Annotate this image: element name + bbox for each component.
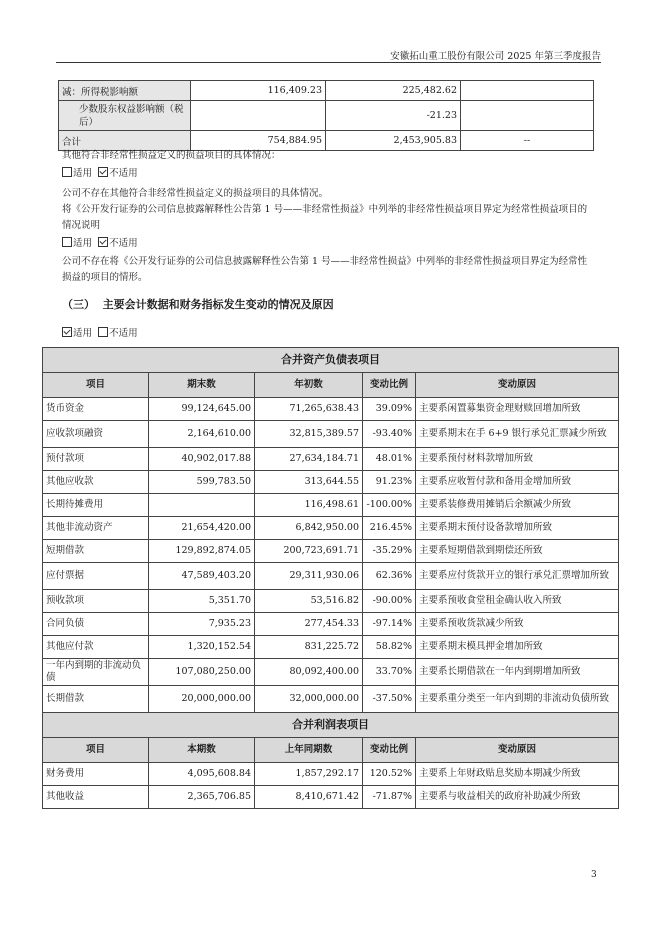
end-value-cell: 5,351.70 <box>149 590 255 613</box>
balance-banner: 合并资产负债表项目 <box>43 348 619 373</box>
begin-value-cell: 200,723,691.71 <box>255 540 363 563</box>
reason-cell: 主要系重分类至一年内到期的非流动负债所致 <box>416 686 619 713</box>
checkbox-icon <box>62 167 72 177</box>
cell-value: 225,482.62 <box>326 81 461 101</box>
end-value-cell: 107,080,250.00 <box>149 659 255 686</box>
row-label: 合计 <box>59 131 191 151</box>
item-cell: 财务费用 <box>43 763 149 786</box>
ratio-cell: -100.00% <box>363 494 416 517</box>
end-value-cell: 2,164,610.00 <box>149 421 255 448</box>
applicability-check <box>62 166 592 182</box>
ratio-cell: 58.82% <box>363 636 416 659</box>
reason-cell: 主要系预收食堂租金确认收入所致 <box>416 590 619 613</box>
option-label: 适用 <box>73 238 93 249</box>
item-cell: 其他应收款 <box>43 471 149 494</box>
paragraph: 其他符合非经常性损益定义的损益项目的具体情况： <box>62 150 281 161</box>
option-label: 不适用 <box>109 238 138 249</box>
option-label: 不适用 <box>109 168 138 179</box>
reason-cell: 主要系应付货款开立的银行承兑汇票增加所致 <box>416 563 619 590</box>
item-cell: 一年内到期的非流动负债 <box>43 659 149 686</box>
end-value-cell: 20,000,000.00 <box>149 686 255 713</box>
begin-value-cell: 32,000,000.00 <box>255 686 363 713</box>
table-row <box>43 590 619 613</box>
end-value-cell: 1,320,152.54 <box>149 636 255 659</box>
ratio-cell: -97.14% <box>363 613 416 636</box>
page-number: 3 <box>591 870 597 880</box>
cell-value <box>461 101 594 131</box>
end-value-cell: 7,935.23 <box>149 613 255 636</box>
ratio-cell: -93.40% <box>363 421 416 448</box>
ratio-cell: 39.09% <box>363 398 416 421</box>
table-row <box>43 563 619 590</box>
begin-value-cell: 29,311,930.06 <box>255 563 363 590</box>
ratio-cell: 62.36% <box>363 563 416 590</box>
table-row <box>43 540 619 563</box>
income-header-row <box>43 738 619 763</box>
item-cell: 应付票据 <box>43 563 149 590</box>
table-row <box>43 686 619 713</box>
end-value-cell: 40,902,017.88 <box>149 448 255 471</box>
row-label: 减：所得税影响额 <box>59 81 191 101</box>
begin-value-cell: 27,634,184.71 <box>255 448 363 471</box>
begin-value-cell: 277,454.33 <box>255 613 363 636</box>
reason-cell: 主要系与收益相关的政府补助减少所致 <box>416 786 619 809</box>
end-value-cell: 47,589,403.20 <box>149 563 255 590</box>
table-row <box>43 786 619 809</box>
reason-cell: 主要系应收暂付款和备用金增加所致 <box>416 471 619 494</box>
item-cell: 货币资金 <box>43 398 149 421</box>
end-value-cell: 99,124,645.00 <box>149 398 255 421</box>
current-value-cell: 4,095,608.84 <box>149 763 255 786</box>
applicability-check <box>62 236 592 252</box>
item-cell: 其他非流动资产 <box>43 517 149 540</box>
applicability-check <box>62 326 592 342</box>
begin-value-cell: 53,516.82 <box>255 590 363 613</box>
reason-cell: 主要系预收货款减少所致 <box>416 613 619 636</box>
section-number: （三） <box>62 298 95 311</box>
non-recurring-table <box>58 80 594 151</box>
column-header: 变动原因 <box>416 738 619 763</box>
column-header: 变动比例 <box>363 738 416 763</box>
begin-value-cell: 32,815,389.57 <box>255 421 363 448</box>
reason-cell: 主要系上年财政贴息奖励本期减少所致 <box>416 763 619 786</box>
balance-banner-row <box>43 348 619 373</box>
paragraph: 公司不存在其他符合非经常性损益定义的损益项目的具体情况。 <box>62 188 329 199</box>
reason-cell: 主要系期末在手 6+9 银行承兑汇票减少所致 <box>416 421 619 448</box>
cell-value <box>191 101 326 131</box>
ratio-cell: 91.23% <box>363 471 416 494</box>
cell-value <box>461 81 594 101</box>
column-header: 项目 <box>43 738 149 763</box>
ratio-cell: 216.45% <box>363 517 416 540</box>
ratio-cell: 48.01% <box>363 448 416 471</box>
item-cell: 其他应付款 <box>43 636 149 659</box>
reason-cell: 主要系闲置募集资金理财赎回增加所致 <box>416 398 619 421</box>
row-label: 少数股东权益影响额（税后） <box>59 101 191 131</box>
table-row <box>59 101 594 131</box>
cell-value: 2,453,905.83 <box>326 131 461 151</box>
table-row <box>43 421 619 448</box>
table-row <box>43 659 619 686</box>
column-header: 本期数 <box>149 738 255 763</box>
changes-table <box>42 347 619 809</box>
item-cell: 其他收益 <box>43 786 149 809</box>
header-divider <box>56 62 601 63</box>
begin-value-cell: 831,225.72 <box>255 636 363 659</box>
end-value-cell: 129,892,874.05 <box>149 540 255 563</box>
section-heading: 主要会计数据和财务指标发生变动的情况及原因 <box>102 298 334 311</box>
current-value-cell: 2,365,706.85 <box>149 786 255 809</box>
checkbox-checked-icon <box>98 167 108 177</box>
income-banner-row <box>43 713 619 738</box>
table-row <box>43 448 619 471</box>
item-cell: 应收款项融资 <box>43 421 149 448</box>
paragraph: 公司不存在将《公开发行证券的公司信息披露解释性公告第 1 号——非经常性损益》中列举的非经常性损益项目界定为经常性损益的项目的情形。 <box>62 256 588 283</box>
prior-value-cell: 1,857,292.17 <box>255 763 363 786</box>
checkbox-checked-icon <box>62 327 72 337</box>
begin-value-cell: 71,265,638.43 <box>255 398 363 421</box>
balance-header-row <box>43 373 619 398</box>
ratio-cell: -71.87% <box>363 786 416 809</box>
column-header: 上年同期数 <box>255 738 363 763</box>
table-row <box>43 517 619 540</box>
item-cell: 预付款项 <box>43 448 149 471</box>
option-label: 不适用 <box>109 328 138 339</box>
table-row <box>43 636 619 659</box>
cell-value: -21.23 <box>326 101 461 131</box>
cell-value: -- <box>461 131 594 151</box>
item-cell: 长期借款 <box>43 686 149 713</box>
end-value-cell: 599,783.50 <box>149 471 255 494</box>
table-row <box>43 763 619 786</box>
reason-cell: 主要系期末模具押金增加所致 <box>416 636 619 659</box>
checkbox-icon <box>98 327 108 337</box>
paragraph: 将《公开发行证券的公司信息披露解释性公告第 1 号——非经常性损益》中列举的非经常性损益项目界定为经常性损益项目的情况说明 <box>62 204 588 231</box>
cell-value: 116,409.23 <box>191 81 326 101</box>
option-label: 适用 <box>73 328 93 339</box>
reason-cell: 主要系短期借款到期偿还所致 <box>416 540 619 563</box>
ratio-cell: -90.00% <box>363 590 416 613</box>
column-header: 期末数 <box>149 373 255 398</box>
column-header: 年初数 <box>255 373 363 398</box>
ratio-cell: -37.50% <box>363 686 416 713</box>
ratio-cell: 120.52% <box>363 763 416 786</box>
column-header: 变动比例 <box>363 373 416 398</box>
item-cell: 长期待摊费用 <box>43 494 149 517</box>
table-row <box>43 494 619 517</box>
column-header: 项目 <box>43 373 149 398</box>
table-row <box>59 81 594 101</box>
ratio-cell: -35.29% <box>363 540 416 563</box>
begin-value-cell: 6,842,950.00 <box>255 517 363 540</box>
reason-cell: 主要系装修费用摊销后余额减少所致 <box>416 494 619 517</box>
column-header: 变动原因 <box>416 373 619 398</box>
report-header: 安徽拓山重工股份有限公司 2025 年第三季度报告 <box>390 51 601 62</box>
end-value-cell <box>149 494 255 517</box>
section-title <box>62 296 334 312</box>
item-cell: 短期借款 <box>43 540 149 563</box>
cell-value: 754,884.95 <box>191 131 326 151</box>
item-cell: 预收款项 <box>43 590 149 613</box>
table-row <box>43 613 619 636</box>
checkbox-icon <box>62 237 72 247</box>
checkbox-checked-icon <box>98 237 108 247</box>
prior-value-cell: 8,410,671.42 <box>255 786 363 809</box>
end-value-cell: 21,654,420.00 <box>149 517 255 540</box>
reason-cell: 主要系预付材料款增加所致 <box>416 448 619 471</box>
option-label: 适用 <box>73 168 93 179</box>
begin-value-cell: 116,498.61 <box>255 494 363 517</box>
item-cell: 合同负债 <box>43 613 149 636</box>
begin-value-cell: 80,092,400.00 <box>255 659 363 686</box>
income-banner: 合并利润表项目 <box>43 713 619 738</box>
reason-cell: 主要系长期借款在一年内到期增加所致 <box>416 659 619 686</box>
table-row <box>43 398 619 421</box>
ratio-cell: 33.70% <box>363 659 416 686</box>
begin-value-cell: 313,644.55 <box>255 471 363 494</box>
reason-cell: 主要系期末预付设备款增加所致 <box>416 517 619 540</box>
table-row <box>43 471 619 494</box>
